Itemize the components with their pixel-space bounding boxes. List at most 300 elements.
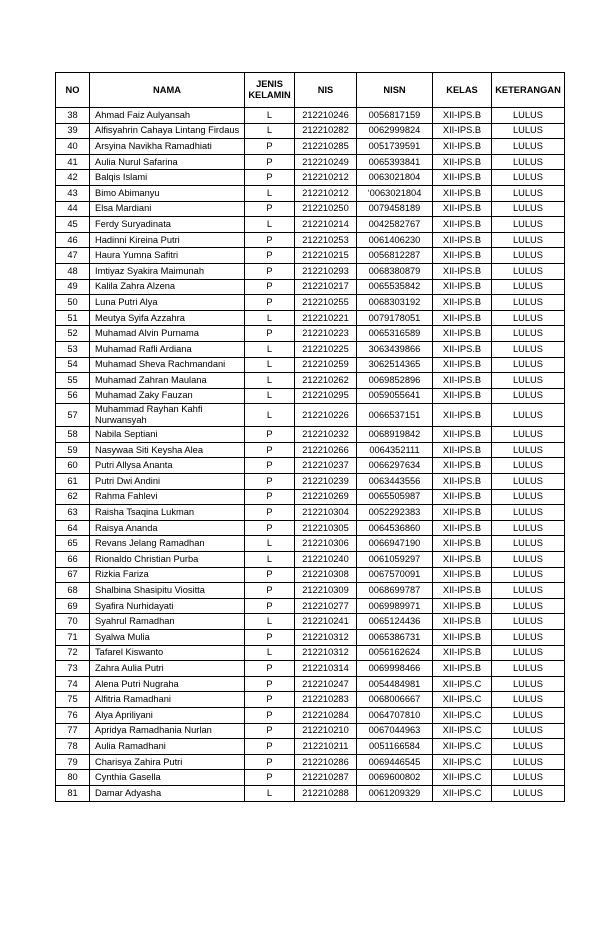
cell-kelas: XII-IPS.B <box>433 279 492 295</box>
cell-no: 42 <box>56 170 90 186</box>
table-row <box>56 326 565 342</box>
cell-nisn: 0065393841 <box>357 154 433 170</box>
table-row <box>56 676 565 692</box>
cell-keterangan: LULUS <box>492 442 565 458</box>
cell-jenis-kelamin: L <box>245 785 295 801</box>
cell-no: 41 <box>56 154 90 170</box>
table-row <box>56 505 565 521</box>
cell-keterangan: LULUS <box>492 154 565 170</box>
table-body <box>56 108 565 802</box>
cell-keterangan: LULUS <box>492 770 565 786</box>
table-row <box>56 785 565 801</box>
cell-nisn: 0056162624 <box>357 645 433 661</box>
cell-jenis-kelamin: L <box>245 357 295 373</box>
cell-jenis-kelamin: L <box>245 645 295 661</box>
cell-kelas: XII-IPS.B <box>433 583 492 599</box>
cell-kelas: XII-IPS.C <box>433 754 492 770</box>
cell-nisn: 0061059297 <box>357 552 433 568</box>
table-row <box>56 598 565 614</box>
cell-no: 75 <box>56 692 90 708</box>
cell-kelas: XII-IPS.C <box>433 723 492 739</box>
cell-no: 58 <box>56 427 90 443</box>
cell-nama: Muhamad Rafli Ardiana <box>90 341 245 357</box>
cell-nisn: 0064352111 <box>357 442 433 458</box>
cell-no: 79 <box>56 754 90 770</box>
table-row <box>56 154 565 170</box>
cell-keterangan: LULUS <box>492 357 565 373</box>
cell-nama: Aulia Nurul Safarina <box>90 154 245 170</box>
graduation-table <box>55 72 565 802</box>
cell-nis: 212210304 <box>295 505 357 521</box>
cell-nisn: 3062514365 <box>357 357 433 373</box>
cell-no: 39 <box>56 123 90 139</box>
cell-jenis-kelamin: P <box>245 295 295 311</box>
table-row <box>56 614 565 630</box>
cell-nama: Syafira Nurhidayati <box>90 598 245 614</box>
table-row <box>56 295 565 311</box>
cell-keterangan: LULUS <box>492 404 565 427</box>
cell-nis: 212210221 <box>295 310 357 326</box>
cell-kelas: XII-IPS.C <box>433 770 492 786</box>
cell-jenis-kelamin: P <box>245 770 295 786</box>
cell-no: 56 <box>56 388 90 404</box>
cell-jenis-kelamin: P <box>245 505 295 521</box>
cell-nis: 212210212 <box>295 185 357 201</box>
cell-kelas: XII-IPS.B <box>433 630 492 646</box>
cell-keterangan: LULUS <box>492 279 565 295</box>
cell-keterangan: LULUS <box>492 201 565 217</box>
cell-nama: Cynthia Gasella <box>90 770 245 786</box>
cell-nama: Bimo Abimanyu <box>90 185 245 201</box>
cell-nis: 212210312 <box>295 645 357 661</box>
cell-jenis-kelamin: P <box>245 232 295 248</box>
cell-no: 64 <box>56 520 90 536</box>
cell-jenis-kelamin: P <box>245 739 295 755</box>
header-jenis-kelamin: JENIS KELAMIN <box>245 73 295 108</box>
cell-jenis-kelamin: L <box>245 310 295 326</box>
cell-nama: Raisya Ananda <box>90 520 245 536</box>
cell-kelas: XII-IPS.B <box>433 458 492 474</box>
table-row <box>56 739 565 755</box>
cell-nis: 212210223 <box>295 326 357 342</box>
cell-kelas: XII-IPS.B <box>433 567 492 583</box>
cell-keterangan: LULUS <box>492 505 565 521</box>
cell-no: 70 <box>56 614 90 630</box>
table-row <box>56 232 565 248</box>
cell-keterangan: LULUS <box>492 661 565 677</box>
cell-nisn: 0065316589 <box>357 326 433 342</box>
cell-kelas: XII-IPS.B <box>433 357 492 373</box>
cell-kelas: XII-IPS.B <box>433 201 492 217</box>
cell-nisn: 0066947190 <box>357 536 433 552</box>
cell-jenis-kelamin: P <box>245 201 295 217</box>
cell-kelas: XII-IPS.C <box>433 785 492 801</box>
cell-no: 51 <box>56 310 90 326</box>
cell-kelas: XII-IPS.B <box>433 123 492 139</box>
cell-keterangan: LULUS <box>492 373 565 389</box>
cell-no: 45 <box>56 217 90 233</box>
cell-nama: Muhamad Zahran Maulana <box>90 373 245 389</box>
table-row <box>56 263 565 279</box>
cell-no: 73 <box>56 661 90 677</box>
cell-nis: 212210215 <box>295 248 357 264</box>
cell-jenis-kelamin: P <box>245 520 295 536</box>
cell-nama: Balqis Islami <box>90 170 245 186</box>
cell-nis: 212210253 <box>295 232 357 248</box>
cell-nisn: 0052292383 <box>357 505 433 521</box>
cell-nisn: 0067570091 <box>357 567 433 583</box>
cell-nisn: 0068919842 <box>357 427 433 443</box>
table-row <box>56 279 565 295</box>
cell-nis: 212210288 <box>295 785 357 801</box>
cell-keterangan: LULUS <box>492 598 565 614</box>
cell-keterangan: LULUS <box>492 676 565 692</box>
cell-kelas: XII-IPS.B <box>433 373 492 389</box>
cell-nisn: 0054484981 <box>357 676 433 692</box>
cell-nama: Rionaldo Christian Purba <box>90 552 245 568</box>
cell-jenis-kelamin: L <box>245 388 295 404</box>
cell-nis: 212210240 <box>295 552 357 568</box>
cell-no: 77 <box>56 723 90 739</box>
cell-kelas: XII-IPS.C <box>433 707 492 723</box>
cell-nis: 212210309 <box>295 583 357 599</box>
cell-nama: Luna Putri Alya <box>90 295 245 311</box>
cell-nisn: 0066537151 <box>357 404 433 427</box>
cell-nama: Alya Apriliyani <box>90 707 245 723</box>
cell-kelas: XII-IPS.B <box>433 645 492 661</box>
cell-nama: Syalwa Mulia <box>90 630 245 646</box>
header-row <box>56 73 565 108</box>
table-row <box>56 357 565 373</box>
cell-kelas: XII-IPS.B <box>433 170 492 186</box>
cell-nisn: 0051739591 <box>357 139 433 155</box>
cell-kelas: XII-IPS.C <box>433 739 492 755</box>
cell-kelas: XII-IPS.B <box>433 388 492 404</box>
cell-nis: 212210237 <box>295 458 357 474</box>
cell-kelas: XII-IPS.B <box>433 295 492 311</box>
cell-jenis-kelamin: P <box>245 154 295 170</box>
cell-nisn: 3063439866 <box>357 341 433 357</box>
cell-no: 60 <box>56 458 90 474</box>
cell-nis: 212210250 <box>295 201 357 217</box>
cell-nis: 212210232 <box>295 427 357 443</box>
cell-kelas: XII-IPS.C <box>433 676 492 692</box>
cell-jenis-kelamin: P <box>245 723 295 739</box>
cell-nis: 212210259 <box>295 357 357 373</box>
table-row <box>56 630 565 646</box>
cell-keterangan: LULUS <box>492 536 565 552</box>
cell-keterangan: LULUS <box>492 310 565 326</box>
cell-keterangan: LULUS <box>492 645 565 661</box>
cell-nama: Apridya Ramadhania Nurlan <box>90 723 245 739</box>
cell-jenis-kelamin: P <box>245 583 295 599</box>
cell-nis: 212210210 <box>295 723 357 739</box>
table-row <box>56 108 565 124</box>
cell-nama: Shalbina Shasipitu Viositta <box>90 583 245 599</box>
cell-nama: Zahra Aulia Putri <box>90 661 245 677</box>
cell-nama: Aulia Ramadhani <box>90 739 245 755</box>
cell-no: 53 <box>56 341 90 357</box>
cell-jenis-kelamin: P <box>245 427 295 443</box>
table-row <box>56 692 565 708</box>
cell-nisn: 0061406230 <box>357 232 433 248</box>
cell-keterangan: LULUS <box>492 217 565 233</box>
cell-keterangan: LULUS <box>492 139 565 155</box>
cell-no: 65 <box>56 536 90 552</box>
cell-nama: Elsa Mardiani <box>90 201 245 217</box>
table-row <box>56 552 565 568</box>
cell-nis: 212210255 <box>295 295 357 311</box>
cell-jenis-kelamin: P <box>245 248 295 264</box>
cell-nis: 212210211 <box>295 739 357 755</box>
cell-nama: Muhamad Zaky Fauzan <box>90 388 245 404</box>
cell-keterangan: LULUS <box>492 248 565 264</box>
cell-nama: Alena Putri Nugraha <box>90 676 245 692</box>
cell-nama: Alfitria Ramadhani <box>90 692 245 708</box>
cell-kelas: XII-IPS.B <box>433 489 492 505</box>
cell-nama: Imtiyaz Syakira Maimunah <box>90 263 245 279</box>
cell-keterangan: LULUS <box>492 185 565 201</box>
cell-no: 69 <box>56 598 90 614</box>
cell-kelas: XII-IPS.B <box>433 108 492 124</box>
cell-kelas: XII-IPS.B <box>433 505 492 521</box>
cell-no: 52 <box>56 326 90 342</box>
header-kelas: KELAS <box>433 73 492 108</box>
cell-nisn: 0063443556 <box>357 474 433 490</box>
cell-keterangan: LULUS <box>492 388 565 404</box>
cell-nisn: 0064536860 <box>357 520 433 536</box>
cell-no: 74 <box>56 676 90 692</box>
cell-jenis-kelamin: L <box>245 217 295 233</box>
header-nama: NAMA <box>90 73 245 108</box>
cell-kelas: XII-IPS.B <box>433 552 492 568</box>
cell-keterangan: LULUS <box>492 614 565 630</box>
cell-nisn: 0056817159 <box>357 108 433 124</box>
cell-jenis-kelamin: L <box>245 614 295 630</box>
table-row <box>56 427 565 443</box>
cell-no: 76 <box>56 707 90 723</box>
table-row <box>56 754 565 770</box>
cell-jenis-kelamin: P <box>245 326 295 342</box>
cell-nama: Tafarel Kiswanto <box>90 645 245 661</box>
cell-jenis-kelamin: P <box>245 474 295 490</box>
cell-jenis-kelamin: P <box>245 442 295 458</box>
cell-keterangan: LULUS <box>492 326 565 342</box>
cell-nis: 212210262 <box>295 373 357 389</box>
cell-jenis-kelamin: P <box>245 279 295 295</box>
cell-nama: Haura Yumna Safitri <box>90 248 245 264</box>
header-keterangan: KETERANGAN <box>492 73 565 108</box>
cell-keterangan: LULUS <box>492 232 565 248</box>
cell-keterangan: LULUS <box>492 295 565 311</box>
cell-no: 78 <box>56 739 90 755</box>
table-row <box>56 583 565 599</box>
cell-keterangan: LULUS <box>492 489 565 505</box>
cell-jenis-kelamin: P <box>245 458 295 474</box>
cell-jenis-kelamin: L <box>245 123 295 139</box>
cell-nama: Damar Adyasha <box>90 785 245 801</box>
cell-no: 72 <box>56 645 90 661</box>
cell-jenis-kelamin: P <box>245 598 295 614</box>
table-row <box>56 185 565 201</box>
cell-nama: Syahrul Ramadhan <box>90 614 245 630</box>
cell-nisn: 0068303192 <box>357 295 433 311</box>
cell-nis: 212210285 <box>295 139 357 155</box>
cell-no: 55 <box>56 373 90 389</box>
cell-keterangan: LULUS <box>492 630 565 646</box>
cell-nisn: 0079178051 <box>357 310 433 326</box>
cell-no: 38 <box>56 108 90 124</box>
cell-kelas: XII-IPS.B <box>433 326 492 342</box>
cell-kelas: XII-IPS.B <box>433 139 492 155</box>
cell-nis: 212210225 <box>295 341 357 357</box>
cell-nis: 212210308 <box>295 567 357 583</box>
cell-nama: Muhammad Rayhan Kahfi Nurwansyah <box>90 404 245 427</box>
cell-nisn: 0069600802 <box>357 770 433 786</box>
cell-no: 59 <box>56 442 90 458</box>
cell-nisn: 0065505987 <box>357 489 433 505</box>
cell-jenis-kelamin: P <box>245 139 295 155</box>
cell-nis: 212210226 <box>295 404 357 427</box>
cell-nisn: 0042582767 <box>357 217 433 233</box>
cell-nisn: 0061209329 <box>357 785 433 801</box>
cell-nisn: 0065124436 <box>357 614 433 630</box>
table-row <box>56 707 565 723</box>
cell-keterangan: LULUS <box>492 707 565 723</box>
cell-keterangan: LULUS <box>492 170 565 186</box>
cell-nis: 212210295 <box>295 388 357 404</box>
cell-kelas: XII-IPS.B <box>433 154 492 170</box>
cell-nis: 212210306 <box>295 536 357 552</box>
cell-nama: Nasywaa Siti Keysha Alea <box>90 442 245 458</box>
header-no: NO <box>56 73 90 108</box>
cell-keterangan: LULUS <box>492 692 565 708</box>
cell-nisn: 0051166584 <box>357 739 433 755</box>
cell-no: 67 <box>56 567 90 583</box>
table-row <box>56 458 565 474</box>
cell-nama: Putri Allysa Ananta <box>90 458 245 474</box>
cell-kelas: XII-IPS.B <box>433 232 492 248</box>
cell-keterangan: LULUS <box>492 108 565 124</box>
cell-nis: 212210314 <box>295 661 357 677</box>
cell-nama: Muhamad Sheva Rachmandani <box>90 357 245 373</box>
cell-nisn: 0079458189 <box>357 201 433 217</box>
cell-nama: Putri Dwi Andini <box>90 474 245 490</box>
cell-kelas: XII-IPS.B <box>433 263 492 279</box>
cell-no: 47 <box>56 248 90 264</box>
table-row <box>56 388 565 404</box>
cell-nis: 212210312 <box>295 630 357 646</box>
table-row <box>56 723 565 739</box>
cell-nisn: 0065535842 <box>357 279 433 295</box>
table-row <box>56 770 565 786</box>
cell-kelas: XII-IPS.B <box>433 442 492 458</box>
cell-no: 81 <box>56 785 90 801</box>
cell-nis: 212210286 <box>295 754 357 770</box>
cell-nama: Hadinni Kireina Putri <box>90 232 245 248</box>
cell-jenis-kelamin: L <box>245 552 295 568</box>
cell-no: 50 <box>56 295 90 311</box>
cell-keterangan: LULUS <box>492 567 565 583</box>
cell-kelas: XII-IPS.B <box>433 474 492 490</box>
cell-kelas: XII-IPS.B <box>433 217 492 233</box>
cell-no: 40 <box>56 139 90 155</box>
cell-kelas: XII-IPS.B <box>433 404 492 427</box>
cell-kelas: XII-IPS.B <box>433 427 492 443</box>
cell-keterangan: LULUS <box>492 520 565 536</box>
cell-nisn: 0068699787 <box>357 583 433 599</box>
cell-nama: Charisya Zahira Putri <box>90 754 245 770</box>
cell-nis: 212210293 <box>295 263 357 279</box>
cell-keterangan: LULUS <box>492 583 565 599</box>
cell-nisn: ‘0063021804 <box>357 185 433 201</box>
cell-jenis-kelamin: P <box>245 630 295 646</box>
table-row <box>56 404 565 427</box>
cell-nama: Ahmad Faiz Aulyansah <box>90 108 245 124</box>
cell-keterangan: LULUS <box>492 341 565 357</box>
cell-nis: 212210277 <box>295 598 357 614</box>
cell-nisn: 0056812287 <box>357 248 433 264</box>
cell-nama: Rahma Fahlevi <box>90 489 245 505</box>
cell-nisn: 0063021804 <box>357 170 433 186</box>
cell-jenis-kelamin: P <box>245 489 295 505</box>
cell-no: 62 <box>56 489 90 505</box>
table-row <box>56 373 565 389</box>
header-nisn: NISN <box>357 73 433 108</box>
cell-kelas: XII-IPS.B <box>433 614 492 630</box>
cell-keterangan: LULUS <box>492 552 565 568</box>
cell-nisn: 0069998466 <box>357 661 433 677</box>
cell-nama: Alfisyahrin Cahaya Lintang Firdaus <box>90 123 245 139</box>
table-row <box>56 442 565 458</box>
cell-no: 71 <box>56 630 90 646</box>
cell-kelas: XII-IPS.B <box>433 520 492 536</box>
table-row <box>56 123 565 139</box>
cell-nisn: 0068380879 <box>357 263 433 279</box>
cell-keterangan: LULUS <box>492 123 565 139</box>
cell-no: 80 <box>56 770 90 786</box>
cell-no: 68 <box>56 583 90 599</box>
cell-keterangan: LULUS <box>492 739 565 755</box>
cell-jenis-kelamin: L <box>245 536 295 552</box>
cell-nama: Muhamad Alvin Purnama <box>90 326 245 342</box>
cell-keterangan: LULUS <box>492 427 565 443</box>
cell-nama: Ferdy Suryadinata <box>90 217 245 233</box>
cell-jenis-kelamin: P <box>245 707 295 723</box>
cell-keterangan: LULUS <box>492 263 565 279</box>
cell-nis: 212210212 <box>295 170 357 186</box>
cell-kelas: XII-IPS.B <box>433 341 492 357</box>
cell-kelas: XII-IPS.B <box>433 536 492 552</box>
cell-jenis-kelamin: L <box>245 185 295 201</box>
cell-jenis-kelamin: L <box>245 373 295 389</box>
cell-no: 66 <box>56 552 90 568</box>
cell-nama: Nabila Septiani <box>90 427 245 443</box>
table-row <box>56 536 565 552</box>
cell-keterangan: LULUS <box>492 785 565 801</box>
cell-no: 49 <box>56 279 90 295</box>
cell-kelas: XII-IPS.B <box>433 598 492 614</box>
cell-kelas: XII-IPS.C <box>433 692 492 708</box>
table-row <box>56 474 565 490</box>
table-row <box>56 217 565 233</box>
cell-no: 43 <box>56 185 90 201</box>
cell-jenis-kelamin: P <box>245 170 295 186</box>
cell-nisn: 0069852896 <box>357 373 433 389</box>
cell-nis: 212210247 <box>295 676 357 692</box>
cell-nisn: 0069446545 <box>357 754 433 770</box>
cell-jenis-kelamin: P <box>245 263 295 279</box>
